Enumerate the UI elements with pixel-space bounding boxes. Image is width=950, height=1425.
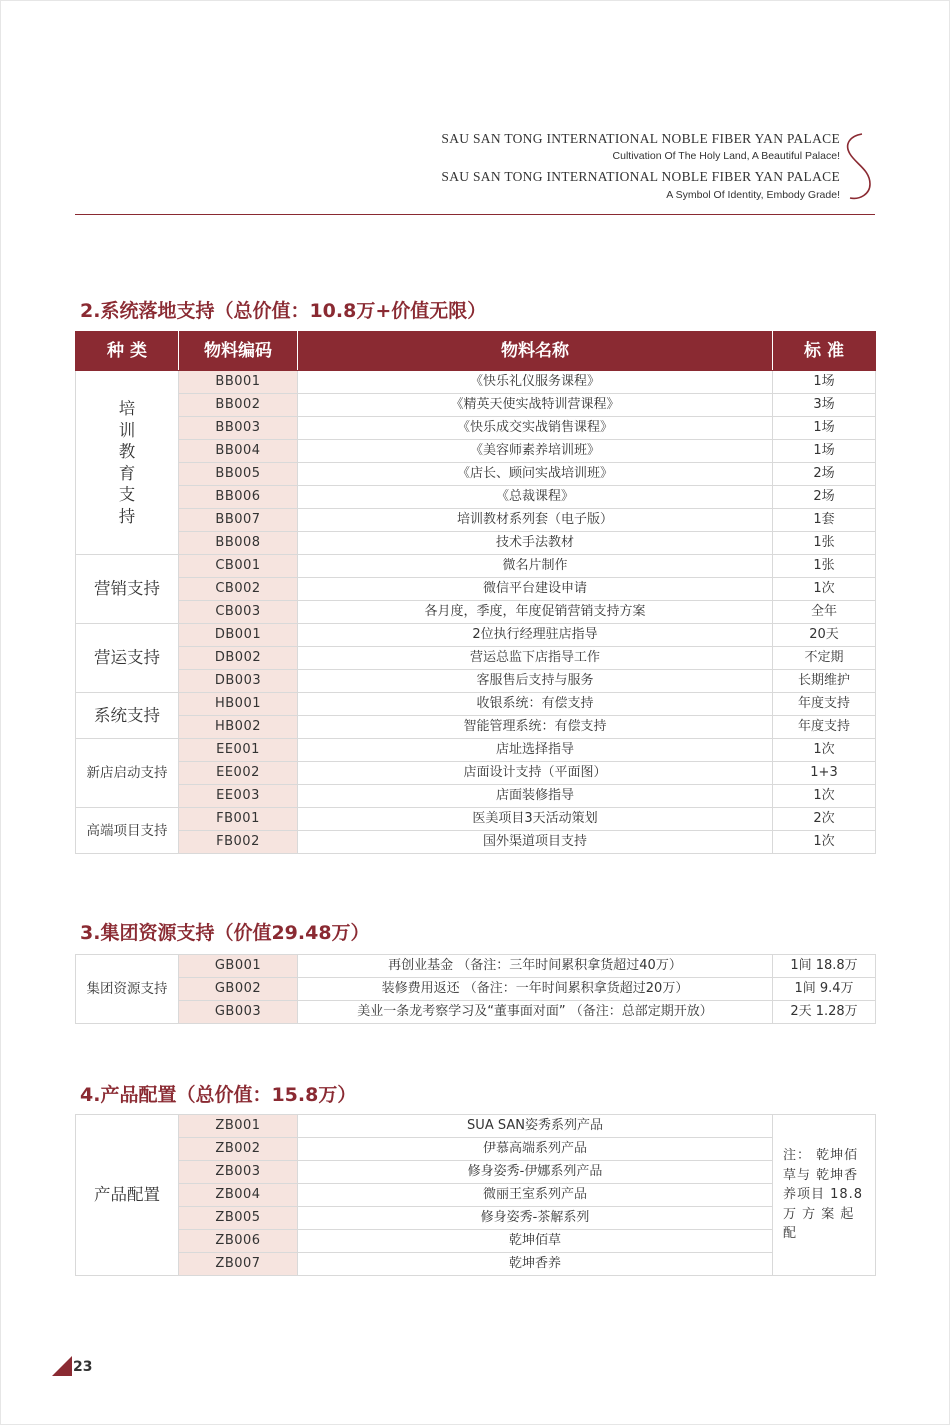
item-name: 装修费用返还 （备注：一年时间累积拿货超过20万） [298, 978, 773, 1001]
system-support-table [75, 331, 876, 854]
item-code: EE002 [179, 762, 298, 785]
item-code: ZB006 [179, 1230, 298, 1253]
item-name: 微丽王室系列产品 [298, 1184, 773, 1207]
table-row [76, 509, 876, 532]
item-name: 国外渠道项目支持 [298, 831, 773, 854]
product-config-table [75, 1114, 876, 1276]
table-row [76, 1001, 876, 1024]
table-row [76, 394, 876, 417]
item-code: BB006 [179, 486, 298, 509]
item-code: FB002 [179, 831, 298, 854]
category-cell: 高端项目支持 [76, 808, 179, 854]
item-standard: 2次 [773, 808, 876, 831]
item-standard: 长期维护 [773, 670, 876, 693]
item-name: 培训教材系列套（电子版） [298, 509, 773, 532]
table-row [76, 578, 876, 601]
item-standard: 年度支持 [773, 693, 876, 716]
item-standard: 1次 [773, 578, 876, 601]
item-standard: 1套 [773, 509, 876, 532]
item-name: 微名片制作 [298, 555, 773, 578]
table-row [76, 417, 876, 440]
table-row [76, 1184, 876, 1207]
item-code: DB001 [179, 624, 298, 647]
item-name: 乾坤香养 [298, 1253, 773, 1276]
item-standard: 1间 9.4万 [773, 978, 876, 1001]
item-name: 修身姿秀-伊娜系列产品 [298, 1161, 773, 1184]
table-row [76, 716, 876, 739]
category-char: 持 [118, 506, 136, 526]
item-name: 智能管理系统：有偿支持 [298, 716, 773, 739]
item-standard: 2天 1.28万 [773, 1001, 876, 1024]
table-row [76, 739, 876, 762]
category-cell [76, 371, 179, 555]
item-name: 店面装修指导 [298, 785, 773, 808]
item-name: 伊慕高端系列产品 [298, 1138, 773, 1161]
item-code: BB005 [179, 463, 298, 486]
table-row [76, 762, 876, 785]
section-3-title: 3.集团资源支持（价值29.48万） [80, 922, 370, 944]
item-code: ZB001 [179, 1115, 298, 1138]
table-row [76, 624, 876, 647]
item-standard: 2场 [773, 463, 876, 486]
category-cell: 营销支持 [76, 555, 179, 624]
page-corner-triangle-icon [52, 1356, 72, 1376]
group-resource-table [75, 954, 876, 1024]
table-row [76, 647, 876, 670]
item-code: ZB004 [179, 1184, 298, 1207]
item-name: 《总裁课程》 [298, 486, 773, 509]
item-code: FB001 [179, 808, 298, 831]
item-standard: 1场 [773, 371, 876, 394]
table-row [76, 670, 876, 693]
item-code: CB002 [179, 578, 298, 601]
item-code: EE001 [179, 739, 298, 762]
header-line-2: Cultivation Of The Holy Land, A Beautiful Palace! [612, 150, 840, 162]
item-code: CB001 [179, 555, 298, 578]
item-code: EE003 [179, 785, 298, 808]
table-row [76, 601, 876, 624]
category-char: 培 [118, 399, 136, 418]
category-char: 育 [118, 463, 136, 483]
item-code: ZB007 [179, 1253, 298, 1276]
item-standard: 不定期 [773, 647, 876, 670]
item-code: BB007 [179, 509, 298, 532]
item-code: DB003 [179, 670, 298, 693]
item-standard: 1张 [773, 555, 876, 578]
item-code: ZB002 [179, 1138, 298, 1161]
col-header-category: 种 类 [76, 332, 179, 371]
category-cell: 产品配置 [76, 1115, 179, 1276]
category-cell: 营运支持 [76, 624, 179, 693]
table-row [76, 463, 876, 486]
category-char: 训 [118, 420, 136, 440]
item-code: BB004 [179, 440, 298, 463]
table-header-row [76, 332, 876, 371]
header-divider [75, 214, 875, 215]
item-standard: 1间 18.8万 [773, 955, 876, 978]
item-name: 各月度，季度，年度促销营销支持方案 [298, 601, 773, 624]
product-note: 注： 乾坤佰草与 乾坤香养项目 18.8万 方 案 起配 [773, 1115, 876, 1276]
item-name: 店址选择指导 [298, 739, 773, 762]
table-row [76, 440, 876, 463]
table-row [76, 555, 876, 578]
item-name: 《精英天使实战特训营课程》 [298, 394, 773, 417]
item-name: 修身姿秀-茶解系列 [298, 1207, 773, 1230]
item-code: GB003 [179, 1001, 298, 1024]
table-row [76, 1161, 876, 1184]
section-2-title: 2.系统落地支持（总价值：10.8万+价值无限） [80, 300, 487, 322]
item-name: 《快乐成交实战销售课程》 [298, 417, 773, 440]
item-code: BB008 [179, 532, 298, 555]
item-name: 店面设计支持（平面图） [298, 762, 773, 785]
col-header-code: 物料编码 [179, 332, 298, 371]
item-name: 美业一条龙考察学习及“董事面对面” （备注：总部定期开放） [298, 1001, 773, 1024]
item-standard: 1次 [773, 739, 876, 762]
table-row [76, 1253, 876, 1276]
table-row [76, 1230, 876, 1253]
section-4-title: 4.产品配置（总价值：15.8万） [80, 1084, 357, 1106]
item-standard: 1场 [773, 440, 876, 463]
item-code: GB001 [179, 955, 298, 978]
header-line-3: SAU SAN TONG INTERNATIONAL NOBLE FIBER YAN PALACE [441, 169, 840, 184]
item-name: 客服售后支持与服务 [298, 670, 773, 693]
table-row [76, 532, 876, 555]
item-standard: 1次 [773, 831, 876, 854]
item-name: 收银系统：有偿支持 [298, 693, 773, 716]
item-name: 《快乐礼仪服务课程》 [298, 371, 773, 394]
item-name: 《店长、顾问实战培训班》 [298, 463, 773, 486]
category-char: 支 [118, 485, 136, 504]
item-name: 《美容师素养培训班》 [298, 440, 773, 463]
item-code: DB002 [179, 647, 298, 670]
page-number: 23 [73, 1359, 93, 1375]
table-row [76, 978, 876, 1001]
item-code: GB002 [179, 978, 298, 1001]
item-name: SUA SAN姿秀系列产品 [298, 1115, 773, 1138]
table-row [76, 785, 876, 808]
item-code: CB003 [179, 601, 298, 624]
item-standard: 2场 [773, 486, 876, 509]
item-name: 乾坤佰草 [298, 1230, 773, 1253]
header-line-4: A Symbol Of Identity, Embody Grade! [666, 189, 840, 201]
col-header-name: 物料名称 [298, 332, 773, 371]
table-row [76, 693, 876, 716]
item-standard: 3场 [773, 394, 876, 417]
item-name: 营运总监下店指导工作 [298, 647, 773, 670]
item-code: BB002 [179, 394, 298, 417]
category-cell: 系统支持 [76, 693, 179, 739]
category-cell: 集团资源支持 [76, 955, 179, 1024]
item-name: 医美项目3天活动策划 [298, 808, 773, 831]
item-standard: 20天 [773, 624, 876, 647]
category-char: 教 [118, 442, 136, 461]
item-standard: 年度支持 [773, 716, 876, 739]
item-code: BB001 [179, 371, 298, 394]
item-standard: 1+3 [773, 762, 876, 785]
table-row [76, 955, 876, 978]
item-standard: 全年 [773, 601, 876, 624]
col-header-standard: 标 准 [773, 332, 876, 371]
item-name: 2位执行经理驻店指导 [298, 624, 773, 647]
table-row [76, 831, 876, 854]
item-code: HB002 [179, 716, 298, 739]
table-row [76, 486, 876, 509]
item-name: 技术手法教材 [298, 532, 773, 555]
brand-s-logo-icon [840, 130, 876, 202]
table-row [76, 1115, 876, 1138]
item-code: ZB005 [179, 1207, 298, 1230]
table-row [76, 808, 876, 831]
item-code: BB003 [179, 417, 298, 440]
item-code: HB001 [179, 693, 298, 716]
item-name: 再创业基金 （备注：三年时间累积拿货超过40万） [298, 955, 773, 978]
category-cell: 新店启动支持 [76, 739, 179, 808]
item-standard: 1场 [773, 417, 876, 440]
item-name: 微信平台建设申请 [298, 578, 773, 601]
item-standard: 1次 [773, 785, 876, 808]
table-row [76, 371, 876, 394]
item-standard: 1张 [773, 532, 876, 555]
item-code: ZB003 [179, 1161, 298, 1184]
table-row [76, 1138, 876, 1161]
header-line-1: SAU SAN TONG INTERNATIONAL NOBLE FIBER YAN PALACE [441, 131, 840, 146]
table-row [76, 1207, 876, 1230]
